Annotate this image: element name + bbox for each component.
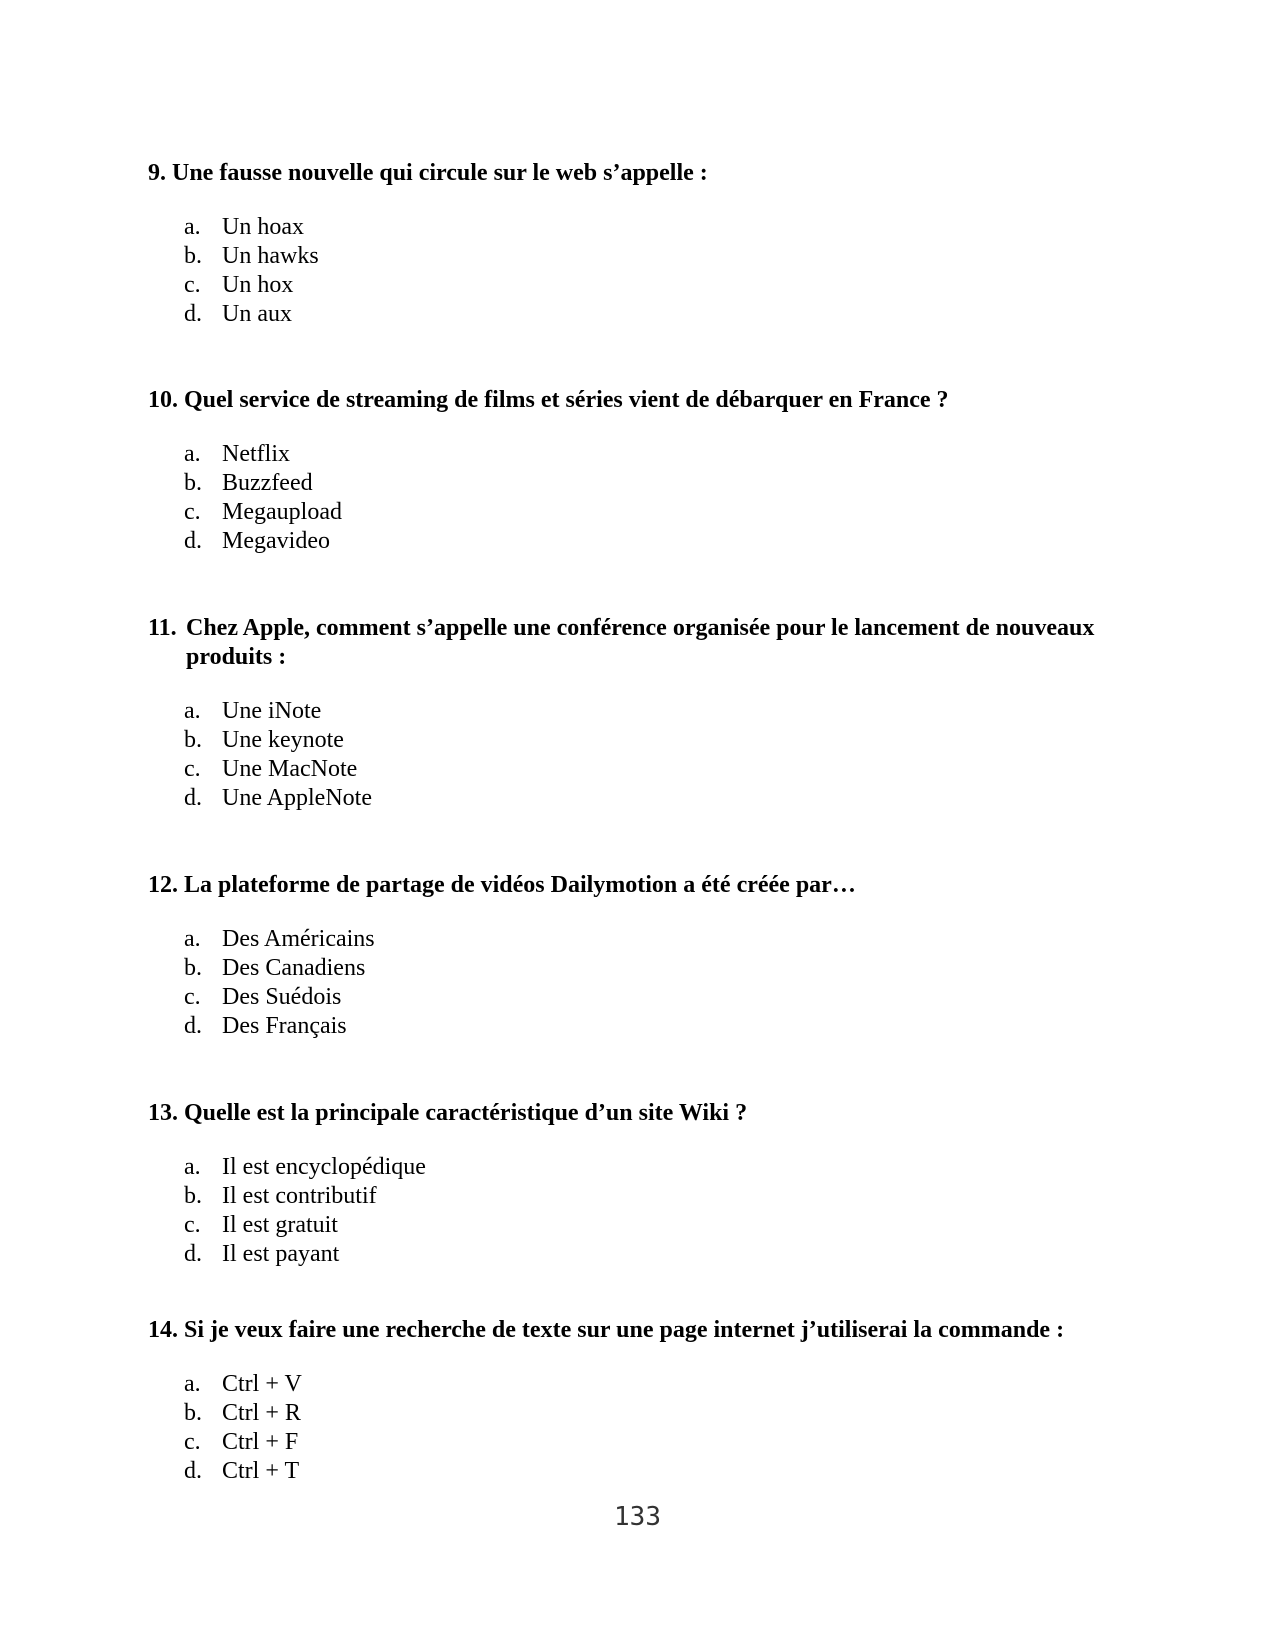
- option-a: [148, 213, 1148, 242]
- question-text: Une fausse nouvelle qui circule sur le web s’appelle :: [172, 160, 708, 186]
- option-d: [148, 527, 1148, 556]
- option-text: Ctrl + R: [222, 1400, 301, 1426]
- option-letter: b.: [184, 1183, 202, 1209]
- option-b: [148, 1182, 1148, 1211]
- option-letter: a.: [184, 1371, 201, 1397]
- option-text: Des Français: [222, 1013, 347, 1039]
- option-a: [148, 1153, 1148, 1182]
- option-text: Une iNote: [222, 698, 322, 724]
- question-number: 10.: [148, 387, 178, 413]
- option-text: Ctrl + T: [222, 1458, 300, 1484]
- option-letter: b.: [184, 1400, 202, 1426]
- option-b: [148, 954, 1148, 983]
- option-text: Un hawks: [222, 243, 319, 269]
- option-text: Une AppleNote: [222, 785, 372, 811]
- question-number: 12.: [148, 872, 178, 898]
- option-a: [148, 440, 1148, 469]
- option-text: Des Américains: [222, 926, 375, 952]
- option-d: [148, 300, 1148, 329]
- question-title: [148, 871, 1148, 900]
- question-10: [148, 386, 1148, 556]
- question-title: [148, 159, 1148, 188]
- option-text: Un aux: [222, 301, 292, 327]
- option-c: [148, 983, 1148, 1012]
- option-letter: d.: [184, 1241, 202, 1267]
- question-12: [148, 871, 1148, 1041]
- option-letter: a.: [184, 926, 201, 952]
- options-list: [148, 1370, 1148, 1486]
- option-c: [148, 755, 1148, 784]
- option-d: [148, 1012, 1148, 1041]
- option-c: [148, 1211, 1148, 1240]
- option-letter: d.: [184, 785, 202, 811]
- option-letter: c.: [184, 499, 201, 525]
- page-number: 133: [614, 1502, 661, 1532]
- option-letter: b.: [184, 470, 202, 496]
- option-text: Un hox: [222, 272, 294, 298]
- option-text: Une keynote: [222, 727, 344, 753]
- option-text: Buzzfeed: [222, 470, 313, 496]
- option-letter: c.: [184, 1212, 201, 1238]
- option-letter: c.: [184, 984, 201, 1010]
- option-b: [148, 242, 1148, 271]
- option-d: [148, 1457, 1148, 1486]
- option-text: Netflix: [222, 441, 290, 467]
- options-list: [148, 440, 1148, 556]
- option-letter: b.: [184, 955, 202, 981]
- option-c: [148, 498, 1148, 527]
- option-a: [148, 925, 1148, 954]
- option-letter: c.: [184, 1429, 201, 1455]
- option-letter: c.: [184, 272, 201, 298]
- options-list: [148, 925, 1148, 1041]
- option-letter: d.: [184, 1458, 202, 1484]
- question-11: [148, 614, 1148, 813]
- question-13: [148, 1099, 1148, 1269]
- option-text: Un hoax: [222, 214, 304, 240]
- option-text: Megaupload: [222, 499, 342, 525]
- option-text: Ctrl + F: [222, 1429, 299, 1455]
- options-list: [148, 697, 1148, 813]
- option-text: Il est gratuit: [222, 1212, 338, 1238]
- option-b: [148, 1399, 1148, 1428]
- option-letter: b.: [184, 243, 202, 269]
- question-title: [148, 1316, 1148, 1345]
- option-text: Des Canadiens: [222, 955, 366, 981]
- question-title: [148, 614, 1148, 672]
- question-number: 13.: [148, 1100, 178, 1126]
- option-d: [148, 1240, 1148, 1269]
- question-title: [148, 386, 1148, 415]
- option-d: [148, 784, 1148, 813]
- question-text: La plateforme de partage de vidéos Dailymotion a été créée par…: [184, 872, 856, 898]
- question-title: [148, 1099, 1148, 1128]
- question-text: Chez Apple, comment s’appelle une conférence organisée pour le lancement de nouveaux produits :: [186, 615, 1095, 670]
- option-letter: a.: [184, 698, 201, 724]
- options-list: [148, 1153, 1148, 1269]
- option-text: Il est encyclopédique: [222, 1154, 426, 1180]
- option-a: [148, 697, 1148, 726]
- option-letter: a.: [184, 441, 201, 467]
- option-text: Ctrl + V: [222, 1371, 302, 1397]
- question-text: Quel service de streaming de films et séries vient de débarquer en France ?: [184, 387, 949, 413]
- option-text: Megavideo: [222, 528, 330, 554]
- question-number: 9.: [148, 160, 166, 186]
- option-text: Il est payant: [222, 1241, 340, 1267]
- option-letter: d.: [184, 1013, 202, 1039]
- option-letter: d.: [184, 301, 202, 327]
- option-text: Il est contributif: [222, 1183, 377, 1209]
- question-9: [148, 159, 1148, 329]
- option-a: [148, 1370, 1148, 1399]
- question-14: [148, 1316, 1148, 1486]
- question-text: Si je veux faire une recherche de texte sur une page internet j’utiliserai la commande :: [184, 1317, 1065, 1343]
- option-b: [148, 469, 1148, 498]
- option-text: Une MacNote: [222, 756, 358, 782]
- option-b: [148, 726, 1148, 755]
- option-text: Des Suédois: [222, 984, 342, 1010]
- question-number: 14.: [148, 1317, 178, 1343]
- option-c: [148, 1428, 1148, 1457]
- option-letter: a.: [184, 214, 201, 240]
- option-letter: b.: [184, 727, 202, 753]
- options-list: [148, 213, 1148, 329]
- option-letter: d.: [184, 528, 202, 554]
- option-c: [148, 271, 1148, 300]
- question-text: Quelle est la principale caractéristique d’un site Wiki ?: [184, 1100, 748, 1126]
- option-letter: a.: [184, 1154, 201, 1180]
- option-letter: c.: [184, 756, 201, 782]
- question-number: 11.: [148, 615, 177, 641]
